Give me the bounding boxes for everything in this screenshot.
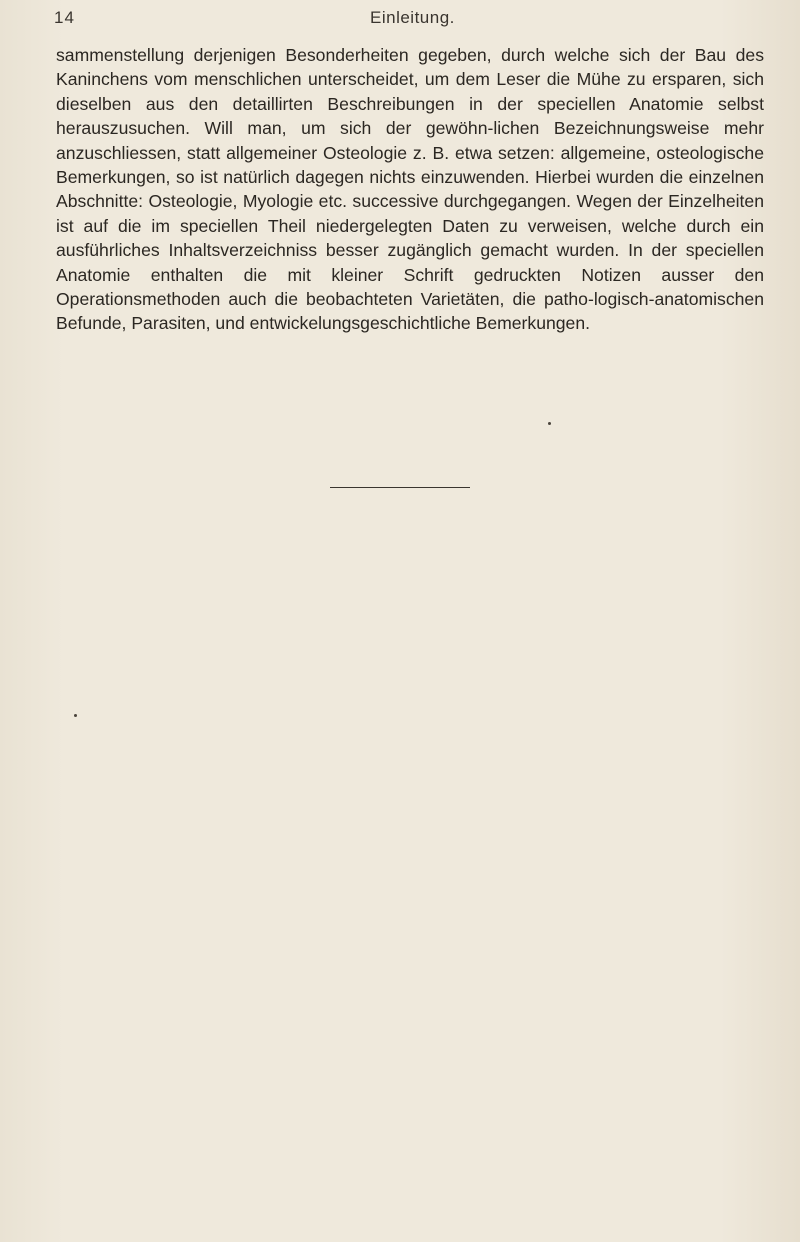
paper-speck bbox=[548, 422, 551, 425]
running-head: Einleitung. bbox=[370, 8, 455, 27]
paper-speck bbox=[74, 714, 77, 717]
section-divider-rule bbox=[330, 487, 470, 488]
page-header bbox=[40, 4, 760, 34]
page-number: 14 bbox=[54, 8, 75, 27]
body-paragraph: sammenstellung derjenigen Besonderheiten gegeben, durch welche sich der Bau des Kaninchens vom menschlichen unterscheidet, um dem Leser die Mühe zu ersparen, sich dieselben aus den detaillirten Beschreibungen in der speciellen Anatomie selbst herauszusuchen. Will man, um sich der gewöhn-lichen Bezeichnungsweise mehr anzuschliessen, statt allgemeiner Osteologie z. B. etwa setzen: allgemeine, osteologische Bemerkungen, so ist natürlich dagegen nichts einzuwenden. Hierbei wurden die einzelnen Abschnitte: Osteologie, Myologie etc. successive durchgegangen. Wegen der Einzelheiten ist auf die im speciellen Theil niedergelegten Daten zu verweisen, welche durch ein ausführliches Inhaltsverzeichniss besser zugänglich gemacht wurden. In der speciellen Anatomie enthalten die mit kleiner Schrift gedruckten Notizen ausser den Operationsmethoden auch die beobachteten Varietäten, die patho-logisch-anatomischen Befunde, Parasiten, und entwickelungsgeschichtliche Bemerkungen. bbox=[56, 45, 764, 334]
